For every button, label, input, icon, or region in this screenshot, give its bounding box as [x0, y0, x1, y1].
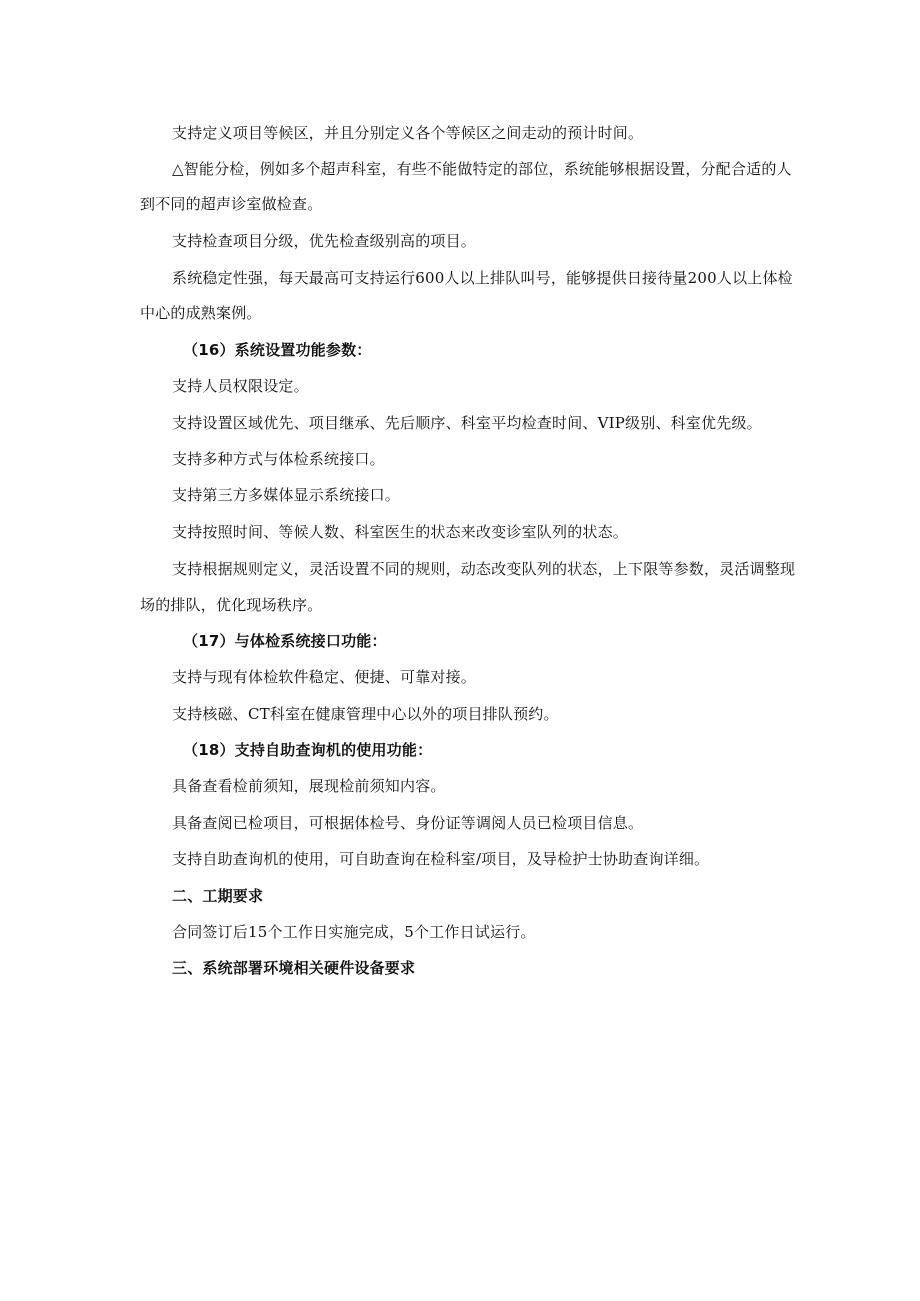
paragraph-line: 支持与现有体检软件稳定、便捷、可靠对接。 [172, 668, 477, 686]
section-heading: （18）支持自助查询机的使用功能： [183, 741, 433, 759]
paragraph-line: 支持定义项目等候区，并且分别定义各个等候区之间走动的预计时间。 [172, 124, 644, 142]
paragraph-line: 支持第三方多媒体显示系统接口。 [172, 486, 401, 504]
paragraph-line: 到不同的超声诊室做检查。 [140, 195, 323, 213]
paragraph-line: 具备查阅已检项目，可根据体检号、身份证等调阅人员已检项目信息。 [172, 814, 644, 832]
section-heading: 三、系统部署环境相关硬件设备要求 [172, 959, 416, 977]
paragraph-line: 支持核磁、CT科室在健康管理中心以外的项目排队预约。 [172, 705, 559, 723]
paragraph-line: 支持自助查询机的使用，可自助查询在检科室/项目，及导检护士协助查询详细。 [172, 850, 710, 868]
paragraph-line: 支持设置区域优先、项目继承、先后顺序、科室平均检查时间、VIP级别、科室优先级。 [172, 414, 762, 432]
paragraph-line: 支持根据规则定义，灵活设置不同的规则，动态改变队列的状态，上下限等参数，灵活调整现 [172, 560, 796, 578]
paragraph-line: 系统稳定性强，每天最高可支持运行600人以上排队叫号，能够提供日接待量200人以上体检 [172, 269, 793, 287]
section-heading: 二、工期要求 [172, 887, 264, 905]
paragraph-line: 支持人员权限设定。 [172, 377, 309, 395]
paragraph-line: 支持按照时间、等候人数、科室医生的状态来改变诊室队列的状态。 [172, 523, 629, 541]
section-heading: （16）系统设置功能参数： [183, 341, 372, 359]
paragraph-line: 合同签订后15个工作日实施完成，5个工作日试运行。 [172, 923, 536, 941]
section-heading: （17）与体检系统接口功能： [183, 632, 387, 650]
paragraph-line: 场的排队，优化现场秩序。 [140, 596, 323, 614]
paragraph-line: 中心的成熟案例。 [140, 304, 262, 322]
paragraph-line: △智能分检，例如多个超声科室，有些不能做特定的部位，系统能够根据设置，分配合适的人 [172, 160, 792, 178]
paragraph-line: 具备查看检前须知，展现检前须知内容。 [172, 777, 446, 795]
paragraph-line: 支持检查项目分级，优先检查级别高的项目。 [172, 232, 477, 250]
paragraph-line: 支持多种方式与体检系统接口。 [172, 450, 385, 468]
